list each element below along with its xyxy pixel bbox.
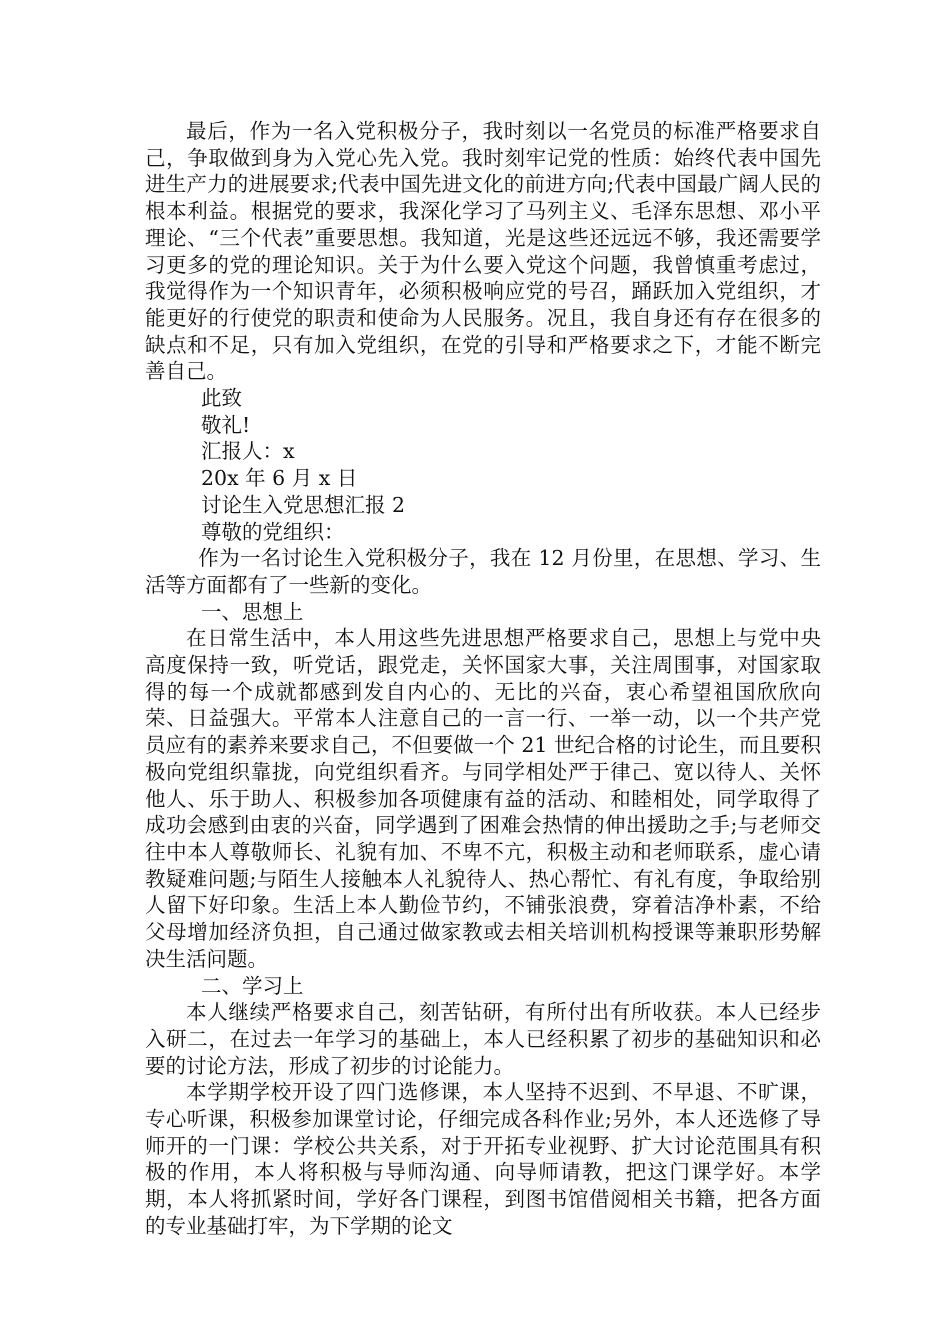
report-title: 讨论生入党思想汇报 2	[201, 492, 406, 517]
paragraph-study-1: 本人继续严格要求自己，刻苦钻研，有所付出有所收获。本人已经步入研二，在过去一年学习的基础上，本人已经积累了初步的基础知识和必要的讨论方法，形成了初步的讨论能力。	[145, 1000, 821, 1078]
paragraph-study-2: 本学期学校开设了四门选修课，本人坚持不迟到、不早退、不旷课，专心听课，积极参加课堂讨论，仔细完成各科作业;另外，本人还选修了导师开的一门课：学校公共关系，对于开拓专业视野、扩大讨论范围具有积极的作用，本人将积极与导师沟通、向导师请教，把这门课学好。本学期，本人将抓紧时间，学好各门课程，到图书馆借阅相关书籍，把各方面的专业基础打牢，为下学期的论文	[145, 1080, 821, 1238]
salutation-cizhi: 此致	[201, 386, 242, 411]
document-page	[145, 118, 821, 1240]
paragraph-thought: 在日常生活中，本人用这些先进思想严格要求自己，思想上与党中央高度保持一致，听党话，跟党走，关怀国家大事，关注周围事，对国家取得的每一个成就都感到发自内心的、无比的兴奋，衷心希望祖国欣欣向荣、日益强大。平常本人注意自己的一言一行、一举一动，以一个共产党员应有的素养来要求自己，不但要做一个 21 世纪合格的讨论生，而且要积极向党组织靠拢，向党组织看齐。与同学相处严于律己、宽以待人、关怀他人、乐于助人、积极参加各项健康有益的活动、和睦相处，同学取得了成功会感到由衷的兴奋，同学遇到了困难会热情的伸出援助之手;与老师交往中本人尊敬师长、礼貌有加、不卑不亢，积极主动和老师联系，虚心请教疑难问题;与陌生人接触本人礼貌待人、热心帮忙、有礼有度，争取给别人留下好印象。生活上本人勤俭节约，不铺张浪费，穿着洁净朴素，不给父母增加经济负担，自己通过做家教或去相关培训机构授课等兼职形势解决生活问题。	[145, 626, 821, 971]
date-line: 20x 年 6 月 x 日	[201, 466, 358, 491]
paragraph-conclusion: 最后，作为一名入党积极分子，我时刻以一名党员的标准严格要求自己，争取做到身为入党心先入党。我时刻牢记党的性质：始终代表中国先进生产力的进展要求;代表中国先进文化的前进方向;代表中国最广阔人民的根本利益。根据党的要求，我深化学习了马列主义、毛泽东思想、邓小平理论、“三个代表”重要思想。我知道，光是这些还远远不够，我还需要学习更多的党的理论知识。关于为什么要入党这个问题，我曾慎重考虑过，我觉得作为一个知识青年，必须积极响应党的号召，踊跃加入党组织，才能更好的行使党的职责和使命为人民服务。况且，我自身还有存在很多的缺点和不足，只有加入党组织，在党的引导和严格要求之下，才能不断完善自己。	[145, 119, 821, 384]
salutation-jingli: 敬礼!	[201, 412, 251, 437]
greeting-line: 尊敬的党组织：	[201, 519, 345, 544]
section-heading-thought: 一、思想上	[201, 599, 304, 624]
section-heading-study: 二、学习上	[201, 973, 304, 998]
reporter-line: 汇报人：x	[201, 439, 295, 464]
paragraph-intro: 作为一名讨论生入党积极分子，我在 12 月份里，在思想、学习、生活等方面都有了一些新的变化。	[145, 546, 821, 597]
